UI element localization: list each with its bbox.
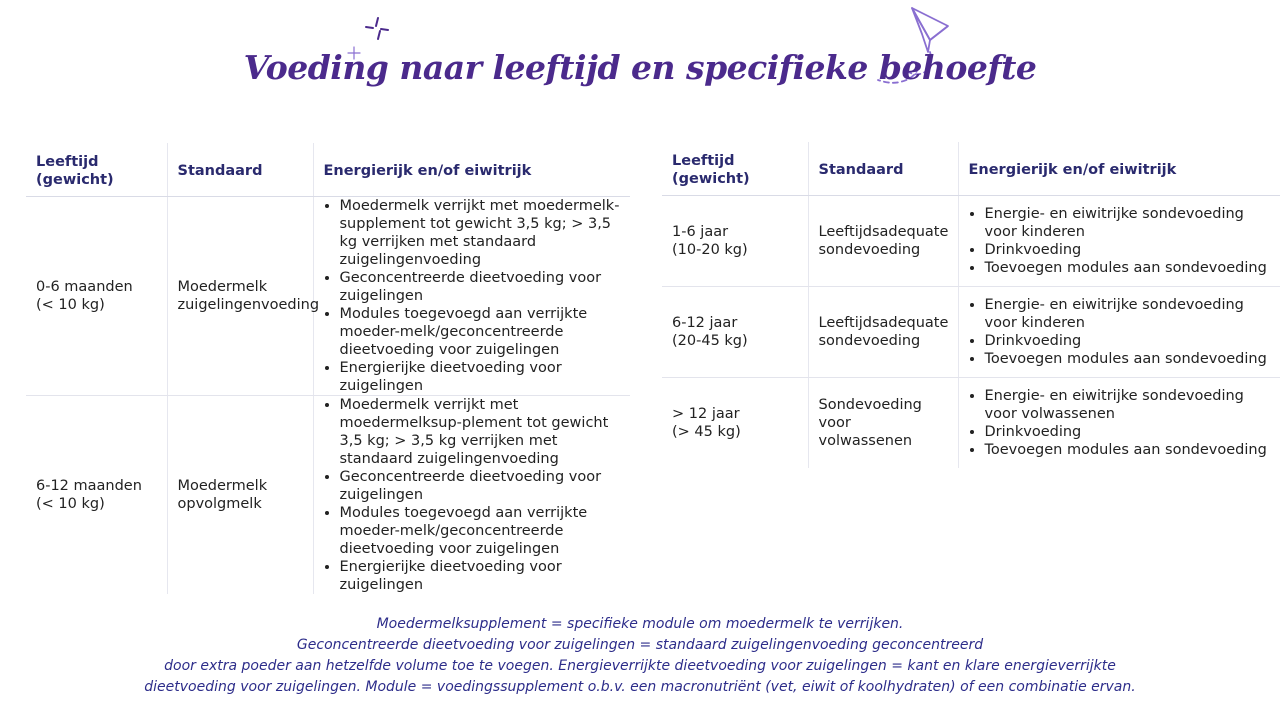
- enriched-cell: [313, 197, 630, 396]
- enriched-cell: [958, 196, 1280, 287]
- age-cell: [26, 396, 167, 595]
- enriched-cell: [958, 378, 1280, 469]
- footnote: [0, 614, 1280, 698]
- standard-line: Moedermelk: [177, 279, 268, 295]
- weight-label: (< 10 kg): [36, 297, 105, 313]
- footnote-line: dieetvoeding voor zuigelingen. Module = voedingssupplement o.b.v. een macronutriënt (vet, eiwit of koolhydraten) of een combinatie ervan.: [144, 679, 1136, 695]
- table-row: [662, 287, 1280, 378]
- list-item: • Drinkvoeding: [985, 332, 1271, 350]
- standard-line: sondevoeding: [818, 333, 921, 349]
- age-label: > 12 jaar: [672, 406, 740, 422]
- standard-line: zuigelingenvoeding: [177, 297, 320, 313]
- list-item: • Drinkvoeding: [985, 423, 1271, 441]
- list-item: • Energierijke dieetvoeding voor zuigelingen: [340, 359, 621, 395]
- sparkle-icon: [366, 18, 388, 39]
- bullet-list: [969, 387, 1271, 459]
- age-label: 0-6 maanden: [36, 279, 133, 295]
- list-item: • Geconcentreerde dieetvoeding voor zuigelingen: [340, 468, 621, 504]
- table-row: [26, 197, 630, 396]
- table-row: [662, 378, 1280, 469]
- list-item: • Energie- en eiwitrijke sondevoeding voor kinderen: [985, 296, 1271, 332]
- age-cell: [662, 378, 808, 469]
- standard-line: Leeftijdsadequate: [818, 224, 949, 240]
- table-row: [26, 396, 630, 595]
- footnote-line: door extra poeder aan hetzelfde volume toe te voegen. Energieverrijkte dieetvoeding voor zuigelingen = kant en klare energieverrijkte: [164, 658, 1116, 674]
- table-header-row: [26, 143, 630, 197]
- footnote-line: Moedermelksupplement = specifieke module om moedermelk te verrijken.: [376, 616, 904, 632]
- standard-line: Moedermelk: [177, 478, 268, 494]
- enriched-cell: [958, 287, 1280, 378]
- list-item: • Energie- en eiwitrijke sondevoeding voor volwassenen: [985, 387, 1271, 423]
- column-header: Energierijk en/of eiwitrijk: [958, 142, 1280, 196]
- list-item: • Toevoegen modules aan sondevoeding: [985, 259, 1271, 277]
- paper-plane-icon: [912, 8, 948, 52]
- list-item: • Toevoegen modules aan sondevoeding: [985, 441, 1271, 459]
- nutrition-table-infants: [26, 143, 630, 594]
- column-header: Leeftijd (gewicht): [662, 142, 808, 196]
- age-label: 6-12 jaar: [672, 315, 738, 331]
- table-header-row: [662, 142, 1280, 196]
- standard-cell: [808, 196, 958, 287]
- nutrition-table-children: [662, 142, 1280, 468]
- table-row: [662, 196, 1280, 287]
- age-cell: [26, 197, 167, 396]
- standard-line: sondevoeding: [818, 242, 921, 258]
- standard-cell: [808, 378, 958, 469]
- list-item: • Moedermelk verrijkt met moedermelk-supplement tot gewicht 3,5 kg; > 3,5 kg verrijken met standaard zuigelingenvoeding: [340, 197, 621, 269]
- enriched-cell: [313, 396, 630, 595]
- standard-line: Leeftijdsadequate: [818, 315, 949, 331]
- list-item: • Modules toegevoegd aan verrijkte moeder-melk/geconcentreerde dieetvoeding voor zuigelingen: [340, 504, 621, 558]
- standard-cell: [808, 287, 958, 378]
- bullet-list: [324, 396, 621, 594]
- list-item: • Drinkvoeding: [985, 241, 1271, 259]
- age-cell: [662, 287, 808, 378]
- age-cell: [662, 196, 808, 287]
- weight-label: (> 45 kg): [672, 424, 741, 440]
- footnote-line: Geconcentreerde dieetvoeding voor zuigelingen = standaard zuigelingenvoeding geconcentreerd: [296, 637, 984, 653]
- bullet-list: [969, 205, 1271, 277]
- column-header: Leeftijd (gewicht): [26, 143, 167, 197]
- list-item: • Energie- en eiwitrijke sondevoeding voor kinderen: [985, 205, 1271, 241]
- standard-line: opvolgmelk: [177, 496, 262, 512]
- column-header: Standaard: [167, 143, 313, 197]
- page-title: Voeding naar leeftijd en specifieke behoefte: [243, 48, 1037, 87]
- column-header: Standaard: [808, 142, 958, 196]
- column-header: Energierijk en/of eiwitrijk: [313, 143, 630, 197]
- standard-line: voor volwassenen: [818, 415, 913, 449]
- weight-label: (< 10 kg): [36, 496, 105, 512]
- weight-label: (20-45 kg): [672, 333, 748, 349]
- list-item: • Modules toegevoegd aan verrijkte moeder-melk/geconcentreerde dieetvoeding voor zuigelingen: [340, 305, 621, 359]
- list-item: • Toevoegen modules aan sondevoeding: [985, 350, 1271, 368]
- bullet-list: [324, 197, 621, 395]
- standard-cell: [167, 396, 313, 595]
- list-item: • Geconcentreerde dieetvoeding voor zuigelingen: [340, 269, 621, 305]
- standard-cell: [167, 197, 320, 396]
- standard-line: Sondevoeding: [818, 397, 922, 413]
- weight-label: (10-20 kg): [672, 242, 748, 258]
- bullet-list: [969, 296, 1271, 368]
- age-label: 1-6 jaar: [672, 224, 729, 240]
- list-item: • Energierijke dieetvoeding voor zuigelingen: [340, 558, 621, 594]
- age-label: 6-12 maanden: [36, 478, 142, 494]
- list-item: • Moedermelk verrijkt met moedermelksup-plement tot gewicht 3,5 kg; > 3,5 kg verrijken met standaard zuigelingenvoeding: [340, 396, 621, 468]
